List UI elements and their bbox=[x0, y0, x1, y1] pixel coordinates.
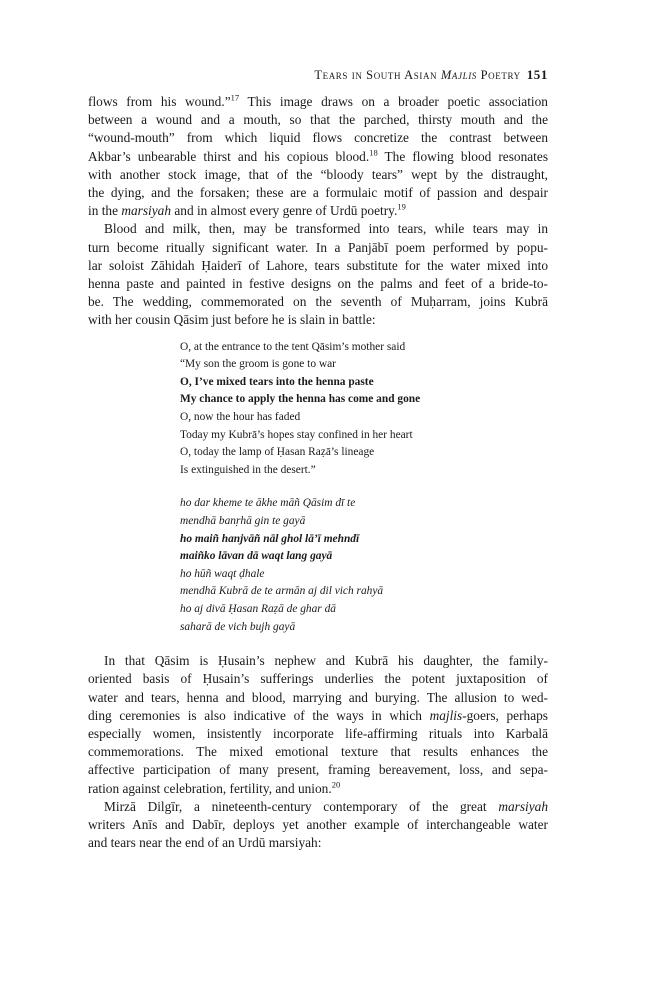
paragraph-line: the dying, and the forsaken; these are a formulaic motif of passion and despair bbox=[88, 185, 548, 201]
paragraph-line: Akbar’s unbearable thirst and his copious blood.$^{18}$ The flowing blood resonates bbox=[88, 147, 549, 164]
paragraph-line: commemorations. The mixed emotional texture that results enhances the bbox=[88, 744, 548, 760]
paragraph-line: turn become ritually significant water. In a Panjābī poem performed by popu- bbox=[88, 239, 548, 255]
paragraph-line: with her cousin Qāsim just before he is slain in battle: bbox=[88, 312, 376, 328]
running-head-title: Tears in South Asian Majlis Poetry bbox=[314, 68, 521, 82]
footnote-ref[interactable]: 20 bbox=[331, 779, 341, 790]
paragraph-line: especially women, insistently incorporate life-affirming rituals into Karbalā bbox=[88, 725, 548, 741]
paragraph-4 bbox=[88, 798, 548, 853]
paragraph-line: henna paste and painted in festive designs on the palms and feet of a bride-to- bbox=[88, 276, 548, 292]
verse-line: My chance to apply the henna has come and gone bbox=[180, 393, 421, 406]
paragraph-line: oriented basis of Ḥusain’s sufferings underlies the potent juxtaposition of bbox=[88, 671, 548, 687]
paragraph-line: flows from his wound.”$^{17}$ This image draws on a broader poetic association bbox=[88, 92, 548, 109]
verse-line: O, at the entrance to the tent Qāsim’s mother said bbox=[180, 340, 406, 353]
paragraph-line: ding ceremonies is also indicative of the ways in which majlis-goers, perhaps bbox=[88, 707, 548, 723]
verse-line: “My son the groom is gone to war bbox=[180, 358, 336, 371]
paragraph-line: between a wound and a mouth, so that the parched, thirsty mouth and the bbox=[88, 112, 548, 128]
paragraph-line: in the marsiyah and in almost every genre of Urdū poetry.$^{19}$ bbox=[88, 201, 406, 219]
verse-line: ho hūñ waqt ḍhale bbox=[180, 567, 265, 580]
paragraph-line: Blood and milk, then, may be transformed into tears, while tears may in bbox=[104, 221, 548, 237]
page-number: 151 bbox=[526, 67, 548, 82]
paragraph-3 bbox=[88, 652, 548, 798]
verse-line: mendhā banṛhā gin te gayā bbox=[180, 514, 306, 527]
verse-transliteration bbox=[180, 495, 548, 636]
verse-line: Is extinguished in the desert.” bbox=[180, 463, 316, 476]
paragraph-line: lar soloist Zāhidah Ḥaiderī of Lahore, tears substitute for the water mixed into bbox=[88, 257, 548, 273]
verse-english bbox=[180, 339, 548, 480]
verse-line: mendhā Kubrā de te armān aj dil vich rahyā bbox=[180, 585, 384, 598]
footnote-ref[interactable]: 17 bbox=[230, 92, 240, 103]
paragraph-line: “wound-mouth” from which liquid flows concretize the contrast between bbox=[88, 130, 548, 146]
running-head bbox=[88, 66, 548, 84]
paragraph-line: writers Anīs and Dabīr, deploys yet another example of interchangeable water bbox=[88, 816, 548, 832]
verse-line: maiñko lāvan dā waqt lang gayā bbox=[180, 550, 333, 563]
paragraph-line: with another stock image, that of the “bloody tears” wept by the distraught, bbox=[88, 166, 548, 182]
verse-line: ho aj divā Ḥasan Raẓā de ghar dā bbox=[180, 602, 336, 615]
paragraph-line: Mirzā Dilgīr, a nineteenth-century contemporary of the great marsiyah bbox=[104, 798, 548, 814]
paragraph-line: In that Qāsim is Ḥusain’s nephew and Kubrā his daughter, the family- bbox=[104, 653, 548, 669]
paragraph-line: be. The wedding, commemorated on the seventh of Muḥarram, joins Kubrā bbox=[88, 294, 548, 310]
footnote-ref[interactable]: 18 bbox=[369, 147, 378, 158]
footnote-ref[interactable]: 19 bbox=[397, 201, 406, 212]
book-page bbox=[88, 66, 548, 852]
paragraph-line: ration against celebration, fertility, and union.$^{20}$ bbox=[88, 779, 341, 796]
paragraph-1 bbox=[88, 93, 548, 220]
paragraph-2 bbox=[88, 220, 548, 329]
verse-line: saharā de vich bujh gayā bbox=[180, 620, 296, 633]
paragraph-line: and tears near the end of an Urdū marsiyah: bbox=[88, 835, 322, 851]
verse-line: O, now the hour has faded bbox=[180, 411, 301, 424]
paragraph-line: affective participation of many present, framing bereavement, loss, and sepa- bbox=[88, 762, 548, 778]
verse-line: ho dar kheme te ākhe māñ Qāsim dī te bbox=[180, 497, 356, 510]
verse-line: ho maiñ hanjvāñ nāl ghol lā’ī mehndī bbox=[180, 532, 360, 545]
paragraph-line: water and tears, henna and blood, marrying and burying. The allusion to wed- bbox=[88, 689, 548, 705]
verse-line: O, I’ve mixed tears into the henna paste bbox=[180, 375, 374, 388]
verse-line: Today my Kubrā’s hopes stay confined in her heart bbox=[180, 428, 413, 441]
verse-line: O, today the lamp of Ḥasan Raẓā’s lineage bbox=[180, 446, 375, 459]
